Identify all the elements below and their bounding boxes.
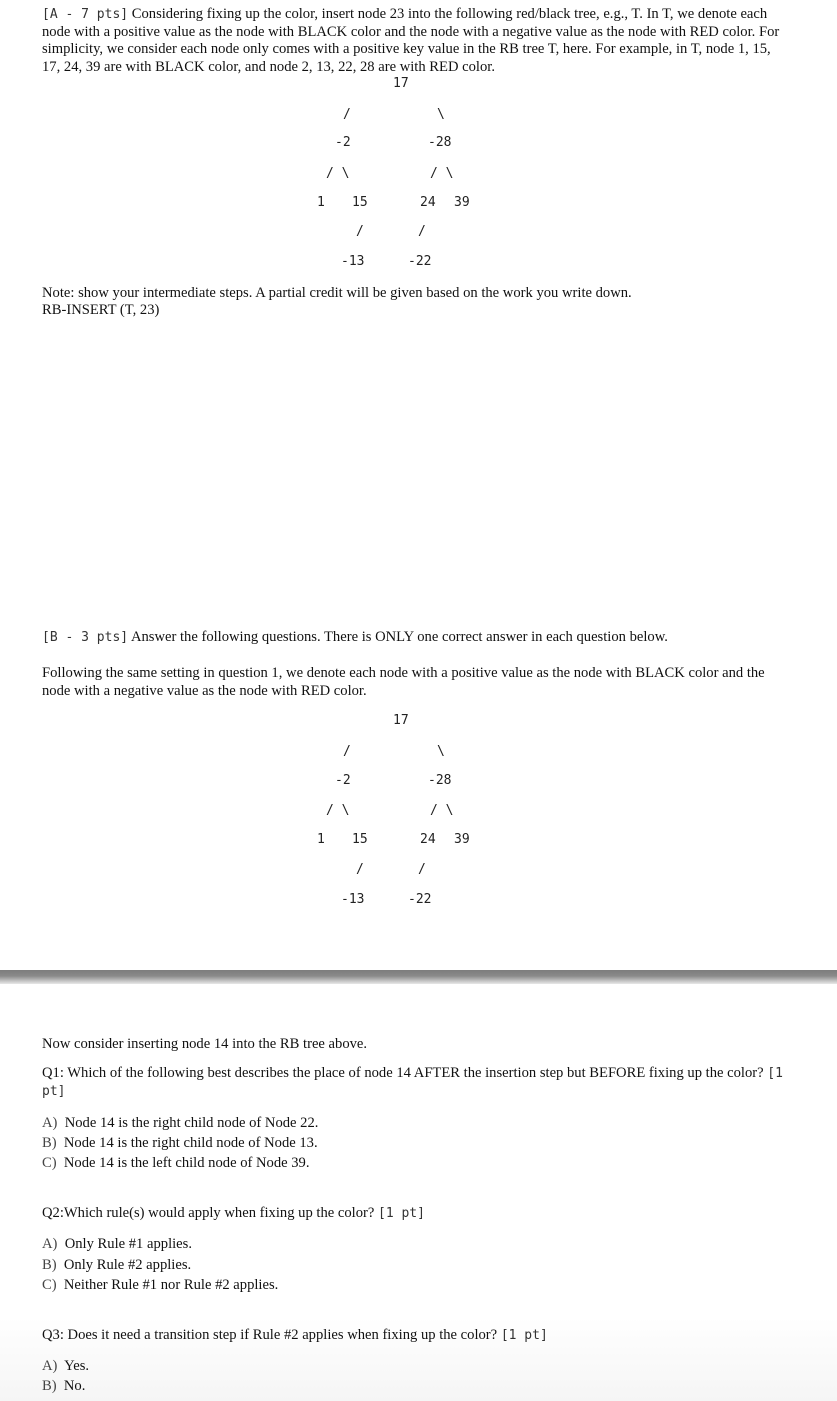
q2-option-a: A) Only Rule #1 applies.	[42, 1236, 192, 1252]
part-b-intro-text: Answer the following questions. There is ONLY one correct answer in each question below.	[130, 629, 668, 645]
q2-option-b: B) Only Rule #2 applies.	[42, 1257, 192, 1273]
q2-option-c: C) Neither Rule #1 nor Rule #2 applies.	[42, 1277, 279, 1293]
tree-node: -13	[341, 254, 365, 269]
q3-option-a: A) Yes.	[42, 1358, 90, 1374]
q1-text	[42, 1065, 787, 1100]
part-b-intro	[42, 629, 787, 647]
part-a-command: RB-INSERT (T, 23)	[42, 302, 160, 318]
tree-edge: / \	[430, 803, 454, 818]
q3-text	[42, 1327, 787, 1345]
tree-edge: /	[343, 744, 351, 759]
tree-edge: /	[356, 224, 364, 239]
tree-node: 39	[454, 832, 470, 847]
q2-text	[42, 1205, 787, 1223]
tree-node: 1	[317, 195, 325, 210]
q3-question: Q3: Does it need a transition step if Rule #2 applies when fixing up the color?	[42, 1327, 498, 1343]
tree-node: 1	[317, 832, 325, 847]
tree-edge: /	[418, 224, 426, 239]
tree-node: -28	[428, 773, 452, 788]
page-divider	[0, 970, 837, 984]
tree-node: 24	[420, 832, 436, 847]
tree-node: 17	[393, 713, 409, 728]
tree-edge: \	[437, 107, 445, 122]
part-b-setting: Following the same setting in question 1, we denote each node with a positive value as the node with BLACK color and the node with a negative value as the node with RED color.	[42, 665, 765, 699]
q1-question: Q1: Which of the following best describes the place of node 14 AFTER the insertion step but BEFORE fixing up the color?	[42, 1065, 764, 1081]
q1-option-a: A) Node 14 is the right child node of Node 22.	[42, 1115, 319, 1131]
part-b-tag: [B - 3 pts]	[42, 630, 129, 645]
tree-node: 39	[454, 195, 470, 210]
tree-node: -28	[428, 135, 452, 150]
q3-option-b: B) No.	[42, 1378, 86, 1394]
tree-node: -22	[408, 892, 432, 907]
tree-node: 17	[393, 76, 409, 91]
page2-lead: Now consider inserting node 14 into the RB tree above.	[42, 1036, 368, 1052]
q3-pts: [1 pt]	[500, 1328, 548, 1343]
part-a-intro-text: Considering fixing up the color, insert node 23 into the following red/black tree, e.g., T. In T, we denote each node with a positive value as the node with BLACK color and the node with a negative value as the node with RED color. For simplicity, we consider each node only comes with a positive key value in the RB tree T, here. For example, in T, node 1, 15, 17, 24, 39 are with BLACK color, and node 2, 13, 22, 28 are with RED color.	[42, 6, 780, 75]
tree-node: -22	[408, 254, 432, 269]
tree-edge: / \	[430, 166, 454, 181]
part-a-intro	[42, 6, 787, 76]
q1-pts: [1 pt]	[42, 1066, 783, 1099]
tree-edge: / \	[326, 166, 350, 181]
tree-node: -2	[335, 773, 351, 788]
tree-node: -2	[335, 135, 351, 150]
tree-edge: /	[356, 862, 364, 877]
tree-edge: /	[418, 862, 426, 877]
tree-node: -13	[341, 892, 365, 907]
q1-option-b: B) Node 14 is the right child node of Node 13.	[42, 1135, 318, 1151]
tree-edge: / \	[326, 803, 350, 818]
part-a-note: Note: show your intermediate steps. A partial credit will be given based on the work you write down.	[42, 285, 632, 301]
q2-question: Q2:Which rule(s) would apply when fixing up the color?	[42, 1205, 375, 1221]
tree-node: 15	[352, 195, 368, 210]
tree-node: 15	[352, 832, 368, 847]
part-a-tag: [A - 7 pts]	[42, 7, 129, 22]
q2-pts: [1 pt]	[378, 1206, 425, 1221]
tree-edge: /	[343, 107, 351, 122]
tree-node: 24	[420, 195, 436, 210]
tree-edge: \	[437, 744, 445, 759]
q1-option-c: C) Node 14 is the left child node of Node 39.	[42, 1155, 310, 1171]
